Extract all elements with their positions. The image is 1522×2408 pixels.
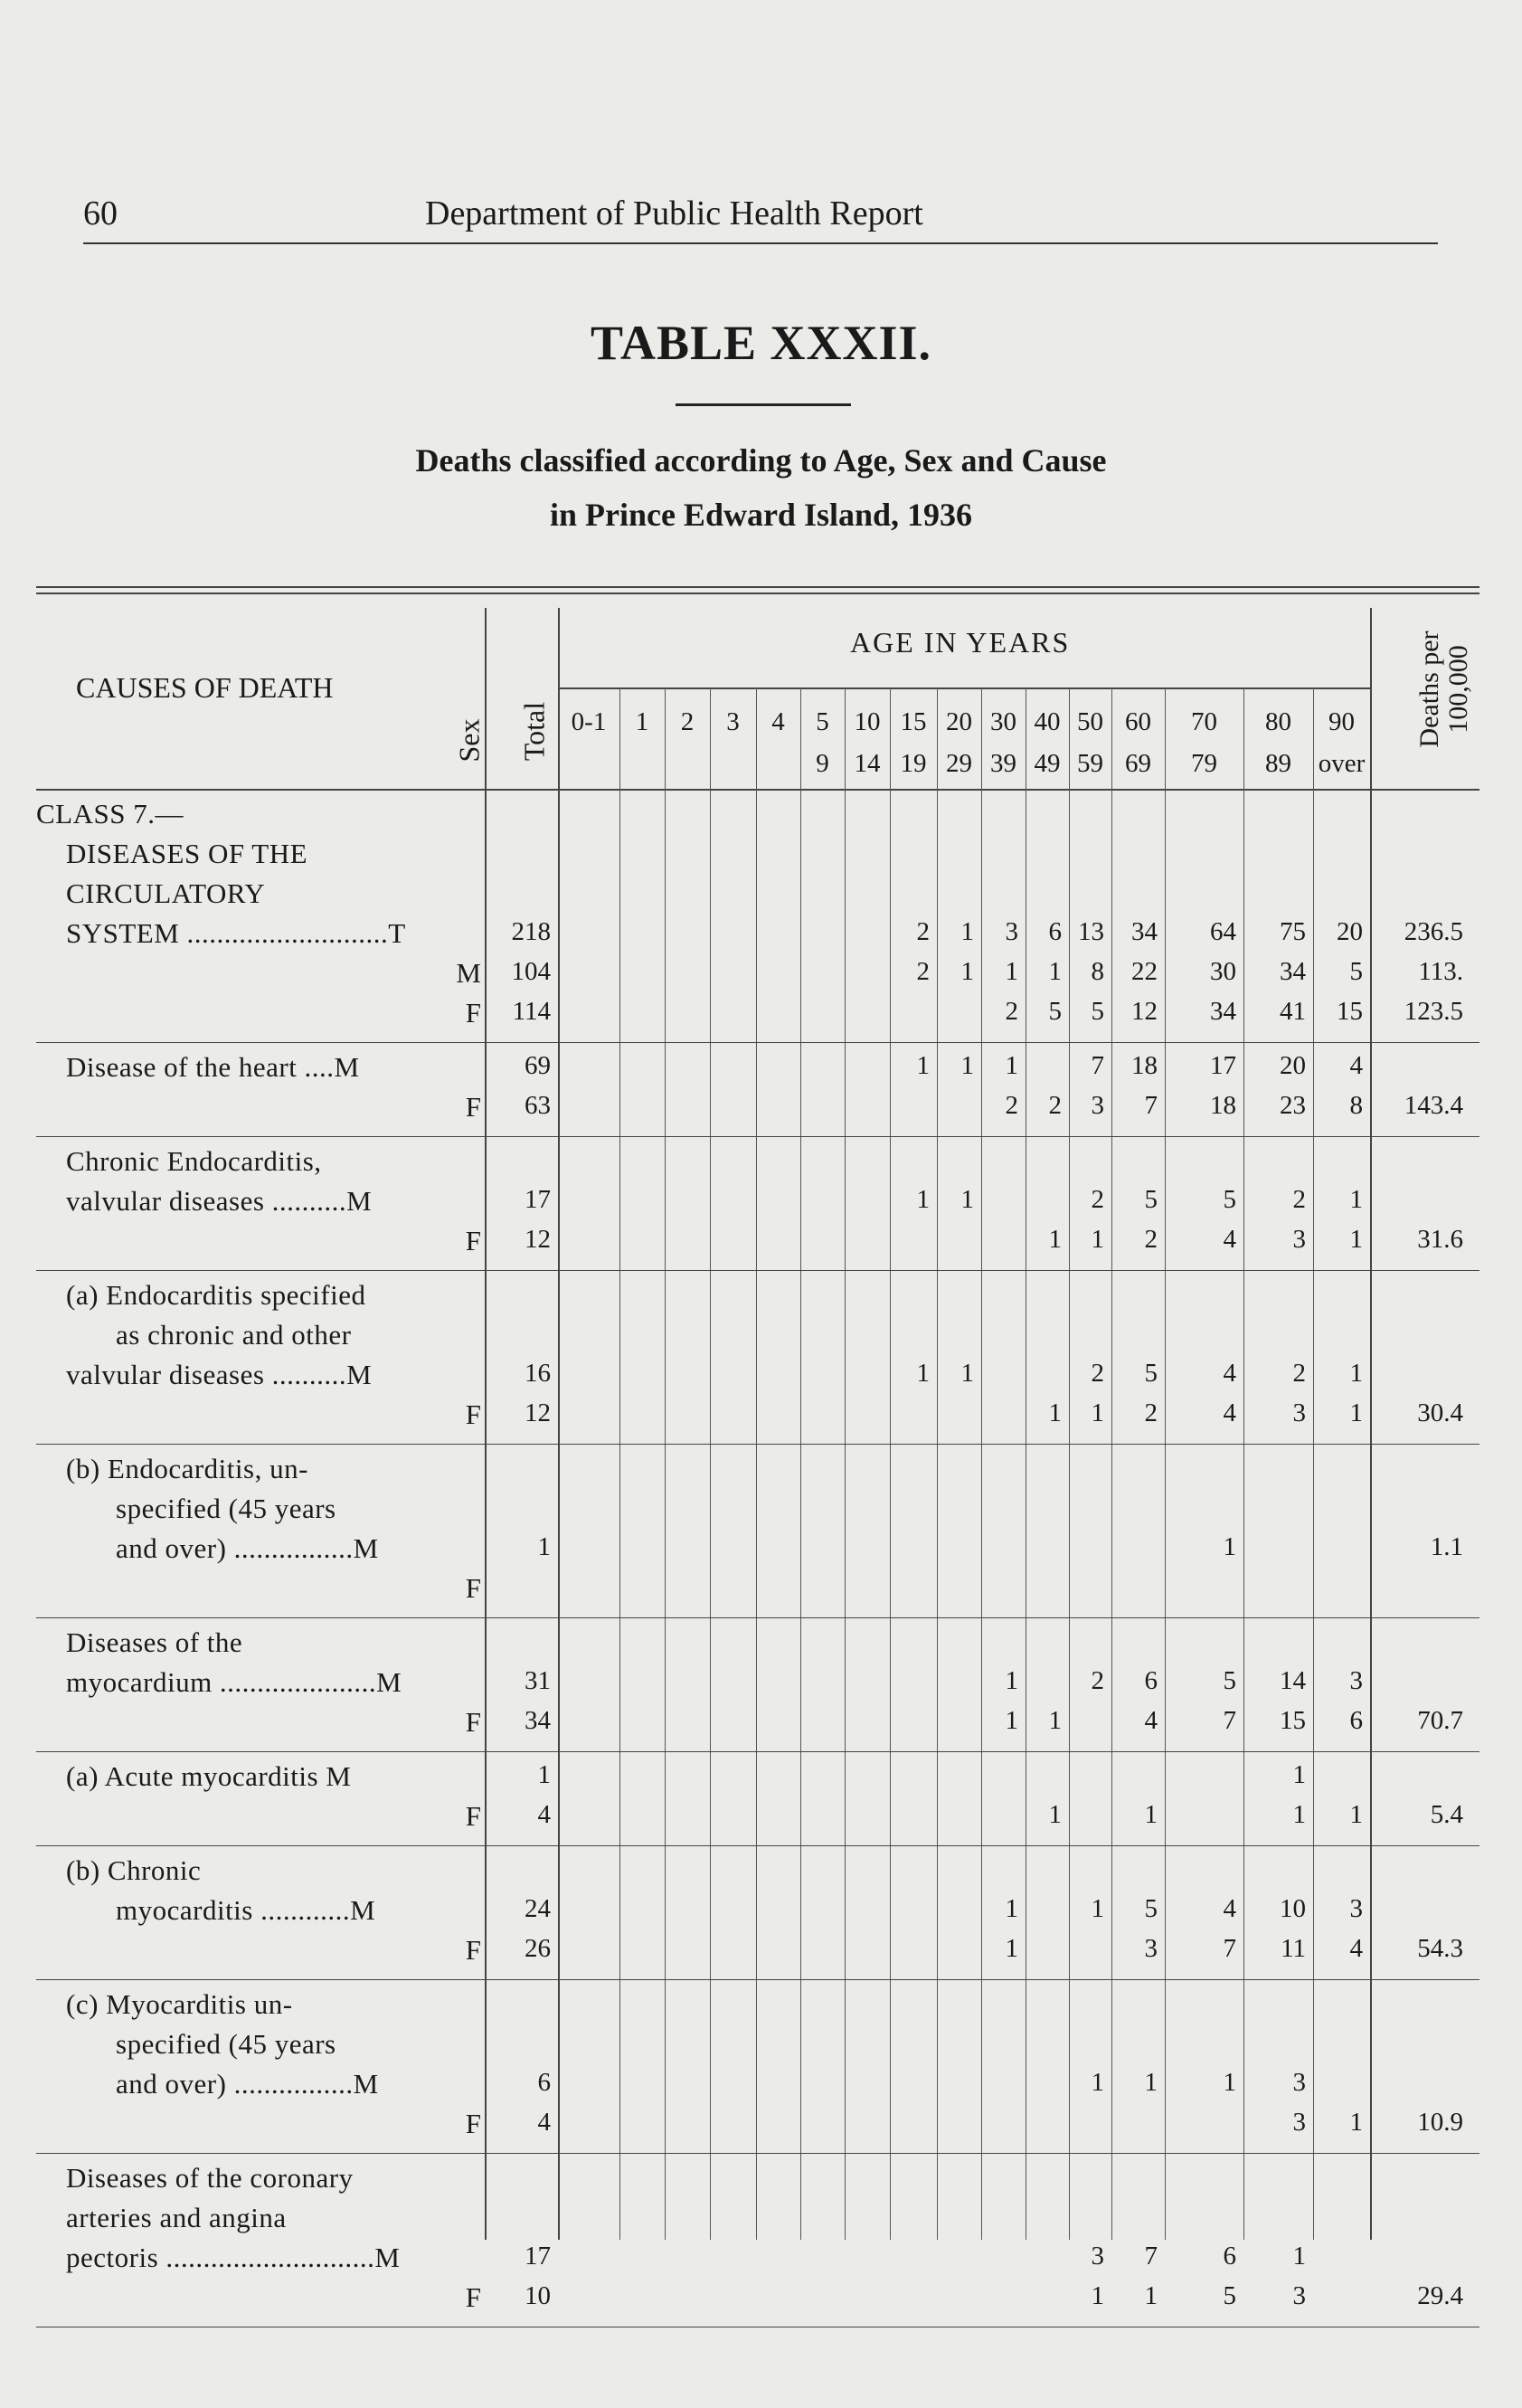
cause-label-line: CIRCULATORY <box>66 877 266 909</box>
cause-label-line: as chronic and other <box>116 1319 352 1351</box>
age-count: 2 <box>1091 1666 1104 1695</box>
sex-value: F <box>465 1572 481 1604</box>
age-count: 34 <box>1210 997 1236 1026</box>
total-value: 34 <box>525 1706 551 1735</box>
age-in-years-header: AGE IN YEARS <box>850 626 1071 659</box>
rate-value: 54.3 <box>1417 1934 1463 1963</box>
cause-label-line: DISEASES OF THE <box>66 838 308 869</box>
sex-value: F <box>465 1225 481 1256</box>
age-count: 4 <box>1223 1359 1236 1388</box>
age-col-4-top: 4 <box>771 707 785 736</box>
age-count: 2 <box>1005 997 1018 1026</box>
deaths-per-100000-header: Deaths per 100,000 <box>1414 630 1473 748</box>
sex-value: F <box>465 2281 481 2313</box>
age-count: 18 <box>1210 1091 1236 1120</box>
age-count: 1 <box>1223 2068 1236 2097</box>
age-count: 3 <box>1292 1225 1306 1254</box>
age-count: 4 <box>1349 1934 1363 1963</box>
age-count: 3 <box>1292 2068 1306 2097</box>
age-count: 6 <box>1048 917 1062 946</box>
age-col-6-top: 10 <box>854 707 881 736</box>
group-divider <box>36 1270 1479 1271</box>
age-col-15-top: 90 <box>1328 707 1355 736</box>
sex-column-divider <box>485 608 487 2240</box>
sex-value: F <box>465 1091 481 1123</box>
age-count: 15 <box>1337 997 1363 1026</box>
age-col-11-top: 50 <box>1077 707 1103 736</box>
cause-label-line: Diseases of the coronary <box>66 2162 354 2194</box>
age-count: 6 <box>1223 2242 1236 2271</box>
rate-value: 143.4 <box>1404 1091 1463 1120</box>
age-count: 5 <box>1223 1185 1236 1214</box>
group-divider <box>36 1136 1479 1137</box>
rate-value: 236.5 <box>1404 917 1463 946</box>
age-count: 6 <box>1144 1666 1158 1695</box>
group-divider <box>36 1845 1479 1846</box>
age-count: 1 <box>1292 2242 1306 2271</box>
age-col-10-top: 40 <box>1034 707 1061 736</box>
total-value: 63 <box>525 1091 551 1120</box>
age-col-15-bottom: over <box>1318 749 1366 778</box>
age-count: 4 <box>1223 1894 1236 1923</box>
rate-value: 29.4 <box>1417 2281 1463 2310</box>
age-col-2-top: 2 <box>680 707 695 736</box>
age-col-divider-0 <box>619 687 620 2240</box>
age-col-3-top: 3 <box>726 707 740 736</box>
sex-value: F <box>465 1706 481 1738</box>
table-subtitle-line-2: in Prince Edward Island, 1936 <box>549 497 973 533</box>
age-count: 20 <box>1337 917 1363 946</box>
cause-label-line: (b) Chronic <box>66 1854 202 1886</box>
total-column-divider <box>558 608 560 2240</box>
total-value: 17 <box>525 2242 551 2271</box>
sex-value: F <box>465 997 481 1029</box>
sex-value: F <box>465 1398 481 1430</box>
age-col-divider-5 <box>845 687 846 2240</box>
cause-label-line: Chronic Endocarditis, <box>66 1145 322 1177</box>
age-count: 34 <box>1280 957 1306 986</box>
group-divider <box>36 1444 1479 1445</box>
total-value: 16 <box>525 1359 551 1388</box>
age-count: 5 <box>1144 1359 1158 1388</box>
age-count: 1 <box>1048 1398 1062 1427</box>
age-count: 1 <box>1005 1706 1018 1735</box>
total-value: 10 <box>525 2281 551 2310</box>
header-bottom-rule <box>36 789 1479 791</box>
age-count: 11 <box>1281 1934 1306 1963</box>
age-count: 64 <box>1210 917 1236 946</box>
age-count: 5 <box>1223 2281 1236 2310</box>
age-count: 1 <box>916 1185 930 1214</box>
age-count: 1 <box>1349 1800 1363 1829</box>
age-count: 14 <box>1280 1666 1306 1695</box>
total-value: 12 <box>525 1225 551 1254</box>
age-count: 1 <box>1091 2068 1104 2097</box>
cause-label-line: and over) ................M <box>116 2068 379 2100</box>
age-count: 2 <box>916 957 930 986</box>
age-count: 4 <box>1223 1225 1236 1254</box>
page-number: 60 <box>83 194 118 232</box>
total-value: 1 <box>537 1760 551 1789</box>
age-header-rule <box>558 687 1370 689</box>
age-count: 2 <box>1292 1185 1306 1214</box>
age-count: 1 <box>1349 1359 1363 1388</box>
table-top-rule <box>36 586 1479 588</box>
age-count: 1 <box>916 1359 930 1388</box>
total-value: 31 <box>525 1666 551 1695</box>
age-col-8-top: 20 <box>946 707 972 736</box>
sex-value: F <box>465 1934 481 1966</box>
total-value: 4 <box>537 1800 551 1829</box>
total-value: 17 <box>525 1185 551 1214</box>
total-value: 24 <box>525 1894 551 1923</box>
rate-value: 5.4 <box>1430 1800 1463 1829</box>
age-count: 4 <box>1223 1398 1236 1427</box>
age-count: 7 <box>1144 1091 1158 1120</box>
age-count: 23 <box>1280 1091 1306 1120</box>
rate-value: 10.9 <box>1417 2108 1463 2137</box>
age-count: 2 <box>1048 1091 1062 1120</box>
rate-value: 31.6 <box>1417 1225 1463 1254</box>
cause-label-line: (b) Endocarditis, un- <box>66 1453 308 1484</box>
cause-label-line: SYSTEM ...........................T <box>66 917 406 949</box>
cause-label-line: (a) Endocarditis specified <box>66 1279 366 1311</box>
age-count: 1 <box>916 1051 930 1080</box>
sex-value: F <box>465 1800 481 1832</box>
total-value: 6 <box>537 2068 551 2097</box>
age-col-14-bottom: 89 <box>1265 749 1291 778</box>
cause-label-line: (a) Acute myocarditis M <box>66 1760 352 1792</box>
age-col-13-bottom: 79 <box>1191 749 1217 778</box>
age-col-1-top: 1 <box>635 707 649 736</box>
age-count: 1 <box>1349 2108 1363 2137</box>
age-count: 3 <box>1292 1398 1306 1427</box>
table-subtitle-line-1: Deaths classified according to Age, Sex and Cause <box>415 442 1107 479</box>
age-count: 5 <box>1144 1185 1158 1214</box>
age-count: 1 <box>1048 1225 1062 1254</box>
total-value: 69 <box>525 1051 551 1080</box>
age-count: 5 <box>1223 1666 1236 1695</box>
rate-value: 123.5 <box>1404 997 1463 1026</box>
rate-value: 30.4 <box>1417 1398 1463 1427</box>
sex-value: M <box>456 957 481 989</box>
age-col-10-bottom: 49 <box>1034 749 1061 778</box>
age-count: 1 <box>1292 1760 1306 1789</box>
group-divider <box>36 1751 1479 1752</box>
age-count: 1 <box>1292 1800 1306 1829</box>
age-count: 22 <box>1131 957 1158 986</box>
age-col-5-top: 5 <box>816 707 829 736</box>
age-count: 8 <box>1349 1091 1363 1120</box>
cause-label-line: and over) ................M <box>116 1532 379 1564</box>
age-count: 1 <box>1091 1398 1104 1427</box>
age-count: 3 <box>1091 1091 1104 1120</box>
rate-value: 1.1 <box>1430 1532 1463 1561</box>
rate-value: 70.7 <box>1417 1706 1463 1735</box>
cause-label-line: Disease of the heart ....M <box>66 1051 360 1083</box>
age-count: 1 <box>960 1185 974 1214</box>
age-count: 3 <box>1091 2242 1104 2271</box>
total-value: 218 <box>511 917 551 946</box>
age-count: 7 <box>1091 1051 1104 1080</box>
age-count: 7 <box>1223 1706 1236 1735</box>
age-count: 13 <box>1078 917 1104 946</box>
age-count: 1 <box>1091 2281 1104 2310</box>
report-title: Department of Public Health Report <box>425 194 923 232</box>
age-col-divider-1 <box>665 687 666 2240</box>
table-top-rule-2 <box>36 593 1479 594</box>
cause-label-line: (c) Myocarditis un- <box>66 1988 293 2020</box>
age-count: 1 <box>1349 1185 1363 1214</box>
cause-label-line: myocardium .....................M <box>66 1666 402 1698</box>
age-col-6-bottom: 14 <box>854 749 881 778</box>
age-col-5-bottom: 9 <box>816 749 829 778</box>
age-col-12-top: 60 <box>1125 707 1151 736</box>
age-col-13-top: 70 <box>1191 707 1217 736</box>
age-count: 2 <box>916 917 930 946</box>
age-col-divider-4 <box>800 687 801 2240</box>
table-title: TABLE XXXII. <box>590 316 932 370</box>
cause-label-line: myocarditis ............M <box>116 1894 376 1926</box>
age-col-9-top: 30 <box>990 707 1016 736</box>
age-count: 41 <box>1280 997 1306 1026</box>
age-count: 1 <box>1005 1051 1018 1080</box>
age-count: 30 <box>1210 957 1236 986</box>
age-count: 4 <box>1144 1706 1158 1735</box>
age-count: 7 <box>1223 1934 1236 1963</box>
age-count: 2 <box>1091 1185 1104 1214</box>
age-count: 1 <box>1005 957 1018 986</box>
group-divider <box>36 1042 1479 1043</box>
age-count: 1 <box>1091 1225 1104 1254</box>
cause-label-line: pectoris ............................M <box>66 2242 401 2273</box>
age-count: 4 <box>1349 1051 1363 1080</box>
age-count: 3 <box>1292 2108 1306 2137</box>
total-value: 26 <box>525 1934 551 1963</box>
age-count: 2 <box>1144 1398 1158 1427</box>
age-count: 3 <box>1292 2281 1306 2310</box>
age-count: 1 <box>1005 1666 1018 1695</box>
age-count: 75 <box>1280 917 1306 946</box>
rate-value: 113. <box>1418 957 1463 986</box>
age-count: 1 <box>960 957 974 986</box>
age-col-7-top: 15 <box>900 707 927 736</box>
cause-label-line: Diseases of the <box>66 1626 243 1658</box>
age-count: 20 <box>1280 1051 1306 1080</box>
age-col-divider-3 <box>756 687 757 2240</box>
age-col-0-top: 0-1 <box>571 707 607 736</box>
age-count: 1 <box>1005 1894 1018 1923</box>
age-count: 1 <box>1144 2281 1158 2310</box>
age-count: 1 <box>960 1051 974 1080</box>
age-count: 1 <box>1349 1398 1363 1427</box>
age-count: 2 <box>1091 1359 1104 1388</box>
age-count: 3 <box>1005 917 1018 946</box>
age-count: 8 <box>1091 957 1104 986</box>
age-count: 7 <box>1144 2242 1158 2271</box>
total-value: 4 <box>537 2108 551 2137</box>
age-count: 1 <box>1048 957 1062 986</box>
sex-column-header: Sex <box>452 718 486 763</box>
age-count: 1 <box>1048 1800 1062 1829</box>
sex-value: F <box>465 2108 481 2139</box>
age-col-12-bottom: 69 <box>1125 749 1151 778</box>
age-col-divider-2 <box>710 687 711 2240</box>
age-count: 1 <box>960 1359 974 1388</box>
age-col-9-bottom: 39 <box>990 749 1016 778</box>
age-count: 12 <box>1131 997 1158 1026</box>
cause-label-line: CLASS 7.— <box>36 798 184 830</box>
cause-label-line: valvular diseases ..........M <box>66 1185 373 1217</box>
age-count: 2 <box>1005 1091 1018 1120</box>
age-count: 2 <box>1292 1359 1306 1388</box>
age-count: 5 <box>1091 997 1104 1026</box>
age-count: 1 <box>1048 1706 1062 1735</box>
age-col-8-bottom: 29 <box>946 749 972 778</box>
age-count: 1 <box>1144 1800 1158 1829</box>
group-divider <box>36 2153 1479 2154</box>
total-value: 12 <box>525 1398 551 1427</box>
age-count: 18 <box>1131 1051 1158 1080</box>
age-count: 1 <box>1005 1934 1018 1963</box>
age-count: 1 <box>1223 1532 1236 1561</box>
age-count: 3 <box>1349 1894 1363 1923</box>
age-count: 10 <box>1280 1894 1306 1923</box>
total-value: 1 <box>537 1532 551 1561</box>
age-count: 1 <box>1144 2068 1158 2097</box>
total-value: 104 <box>511 957 551 986</box>
total-column-header: Total <box>517 701 551 762</box>
age-col-14-top: 80 <box>1265 707 1291 736</box>
cause-label-line: specified (45 years <box>116 1493 336 1524</box>
group-divider <box>36 1979 1479 1980</box>
age-count: 5 <box>1048 997 1062 1026</box>
causes-of-death-header: CAUSES OF DEATH <box>76 671 334 704</box>
age-col-11-bottom: 59 <box>1077 749 1103 778</box>
age-col-7-bottom: 19 <box>900 749 927 778</box>
cause-label-line: arteries and angina <box>66 2202 287 2233</box>
age-count: 5 <box>1144 1894 1158 1923</box>
age-count: 6 <box>1349 1706 1363 1735</box>
age-count: 2 <box>1144 1225 1158 1254</box>
age-count: 3 <box>1349 1666 1363 1695</box>
age-count: 5 <box>1349 957 1363 986</box>
cause-label-line: valvular diseases ..........M <box>66 1359 373 1390</box>
age-count: 17 <box>1210 1051 1236 1080</box>
age-count: 1 <box>1091 1894 1104 1923</box>
cause-label-line: specified (45 years <box>116 2028 336 2060</box>
age-count: 1 <box>960 917 974 946</box>
group-divider <box>36 1617 1479 1618</box>
age-count: 3 <box>1144 1934 1158 1963</box>
age-count: 34 <box>1131 917 1158 946</box>
total-value: 114 <box>512 997 551 1026</box>
age-count: 1 <box>1349 1225 1363 1254</box>
age-count: 15 <box>1280 1706 1306 1735</box>
